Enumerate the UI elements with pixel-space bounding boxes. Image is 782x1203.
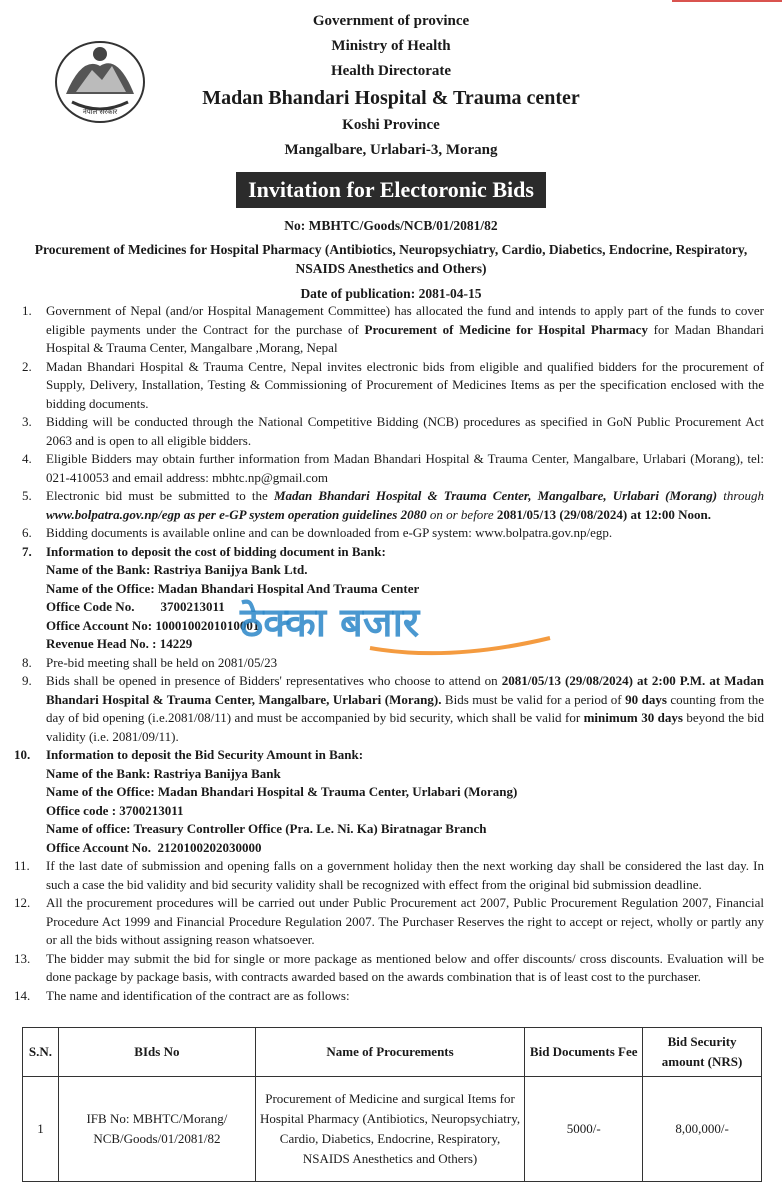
cell-sn: 1 — [23, 1077, 59, 1182]
cell-procurement-name: Procurement of Medicine and surgical Items for Hospital Pharmacy (Antibiotics, Neuropsychiatry, Cardio, Diabetics, Endocrine, Respiratory, NSAIDS Anesthetics and Others) — [255, 1077, 524, 1182]
directorate-line: Health Directorate — [330, 63, 452, 79]
province-line: Koshi Province — [342, 117, 440, 133]
reference-number: No: MBHTC/Goods/NCB/01/2081/82 — [284, 218, 498, 233]
publication-date: Date of publication: 2081-04-15 — [300, 286, 482, 301]
gov-line: Government of province — [312, 13, 470, 29]
list-item: 6. Bidding documents is available online and can be downloaded from e-GP system: www.bolpatra.gov.np/egp. — [22, 525, 613, 540]
address-line: Mangalbare, Urlabari-3, Morang — [284, 142, 498, 158]
list-item: 2. Madan Bhandari Hospital & Trauma Centre, Nepal invites electronic bids from eligible and qualified bidders for the procurement of Supply, Delivery, Installation, Testing & Commissioning of Procurement of Medicines Items as per the specification enclosed with the bidding documents. — [22, 358, 764, 411]
title-banner-wrap — [0, 172, 782, 208]
svg-text:नेपाल सरकार: नेपाल सरकार — [82, 108, 118, 116]
contract-table — [22, 1027, 762, 1182]
cell-security-amount: 8,00,000/- — [643, 1077, 762, 1182]
list-item: 3. Bidding will be conducted through the National Competitive Bidding (NCB) procedures as specified in GoN Public Procurement Act 2063 and is open to all eligible bidders. — [22, 414, 764, 448]
header-sn: S.N. — [23, 1028, 59, 1077]
cell-doc-fee: 5000/- — [525, 1077, 643, 1182]
table-header-row — [23, 1028, 762, 1077]
procurement-title: Procurement of Medicines for Hospital Pharmacy (Antibiotics, Neuropsychiatry, Cardio, Diabetics, Endocrine, Respiratory, NSAIDS Anesthetics and Others) — [34, 242, 748, 276]
list-item-security-bank-info: 10. Information to deposit the Bid Security Amount in Bank: Name of the Bank: Rastriya Banijya Bank Name of the Office: Madan Bhandari Hospital & Trauma Center, Urlabari (Morang) Office code : 3700213011 Name of office: Treasury Controller Office (Pra. Le. Ni. Ka) Biratnagar Branch Office Account No. 2120100202030000 — [14, 747, 518, 855]
header-security-amount: Bid Security amount (NRS) — [643, 1028, 762, 1077]
table-row — [23, 1077, 762, 1182]
list-item: 1. Government of Nepal (and/or Hospital Management Committee) has allocated the fund and intends to apply part of the funds to cover eligible payments under the Contract for the purchase of Procurement of Medicine for Hospital Pharmacy for Madan Bhandari Hospital & Trauma Center, Mangalbare ,Morang, Nepal — [22, 303, 765, 355]
list-item: 13. The bidder may submit the bid for single or more package as mentioned below and offer discounts/ cross discounts. Evaluation will be done package by package basis, with contracts awarded based on the awards combination that is of least cost to the purchaser. — [14, 950, 764, 984]
list-item: 4. Eligible Bidders may obtain further information from Madan Bhandari Hospital & Trauma Center, Mangalbare, Urlabari (Morang), tel: 021-410053 and email address: mbhtc.np@gmail.com — [22, 451, 764, 485]
list-item: 14. The name and identification of the contract are as follows: — [14, 987, 350, 1003]
list-item: 9. Bids shall be opened in presence of Bidders' representatives who choose to attend on 2081/05/13 (29/08/2024) at 2:00 P.M. at Madan Bhandari Hospital & Trauma Center, Mangalbare, Urlabari (Morang). Bids must be valid for a period of 90 days counting from the day of bid opening (i.e.2081/08/11) and must be accompanied by bid security, which shall be valid for minimum 30 days beyond the bid validity (i.e. 2081/09/11). — [22, 673, 765, 744]
ministry-line: Ministry of Health — [331, 38, 451, 54]
watermark-text: ठेक्का बजार — [240, 600, 420, 646]
cell-bid-no: IFB No: MBHTC/Morang/ NCB/Goods/01/2081/82 — [58, 1077, 255, 1182]
header-doc-fee: Bid Documents Fee — [525, 1028, 643, 1077]
list-item: 5. Electronic bid must be submitted to the Madan Bhandari Hospital & Trauma Center, Mangalbare, Urlabari (Morang) through www.bolpatra.gov.np/egp as per e-GP system operation guidelines 2080 on or before 2081/05/13 (29/08/2024) at 12:00 Noon. — [22, 488, 764, 522]
list-item-bank-info: 7. Information to deposit the cost of bidding document in Bank: Name of the Bank: Rastriya Banijya Bank Ltd. Name of the Office: Madan Bhandari Hospital And Trauma Center Office Code No. 3700213011 Office Account No: 1000100201010001 Revenue Head No. : 14229 — [22, 543, 420, 651]
list-item: 8. Pre-bid meeting shall be held on 2081/05/23 — [22, 654, 278, 670]
notice-list — [14, 302, 764, 1005]
notice-title: Invitation for Electoronic Bids — [236, 172, 546, 208]
header-procurement-name: Name of Procurements — [255, 1028, 524, 1077]
list-item: 12. All the procurement procedures will be carried out under Public Procurement act 2007, Public Procurement Regulation 2007, Financial Procedure Act 1999 and Financial Procedure Regulation 2007. The Purchaser Reserves the right to accept or reject, wholly or partly any or all the bids without assigning reason whatsoever. — [14, 895, 764, 947]
hospital-name: Madan Bhandari Hospital & Trauma center — [202, 87, 580, 109]
list-item: 11. If the last date of submission and opening falls on a government holiday then the next working day shall be considered the last day. In such a case the bid validity and bid security validity shall be recognized with effect from the original bid submission deadline. — [14, 858, 764, 892]
header-bid-no: BIds No — [58, 1028, 255, 1077]
letterhead — [0, 0, 782, 172]
